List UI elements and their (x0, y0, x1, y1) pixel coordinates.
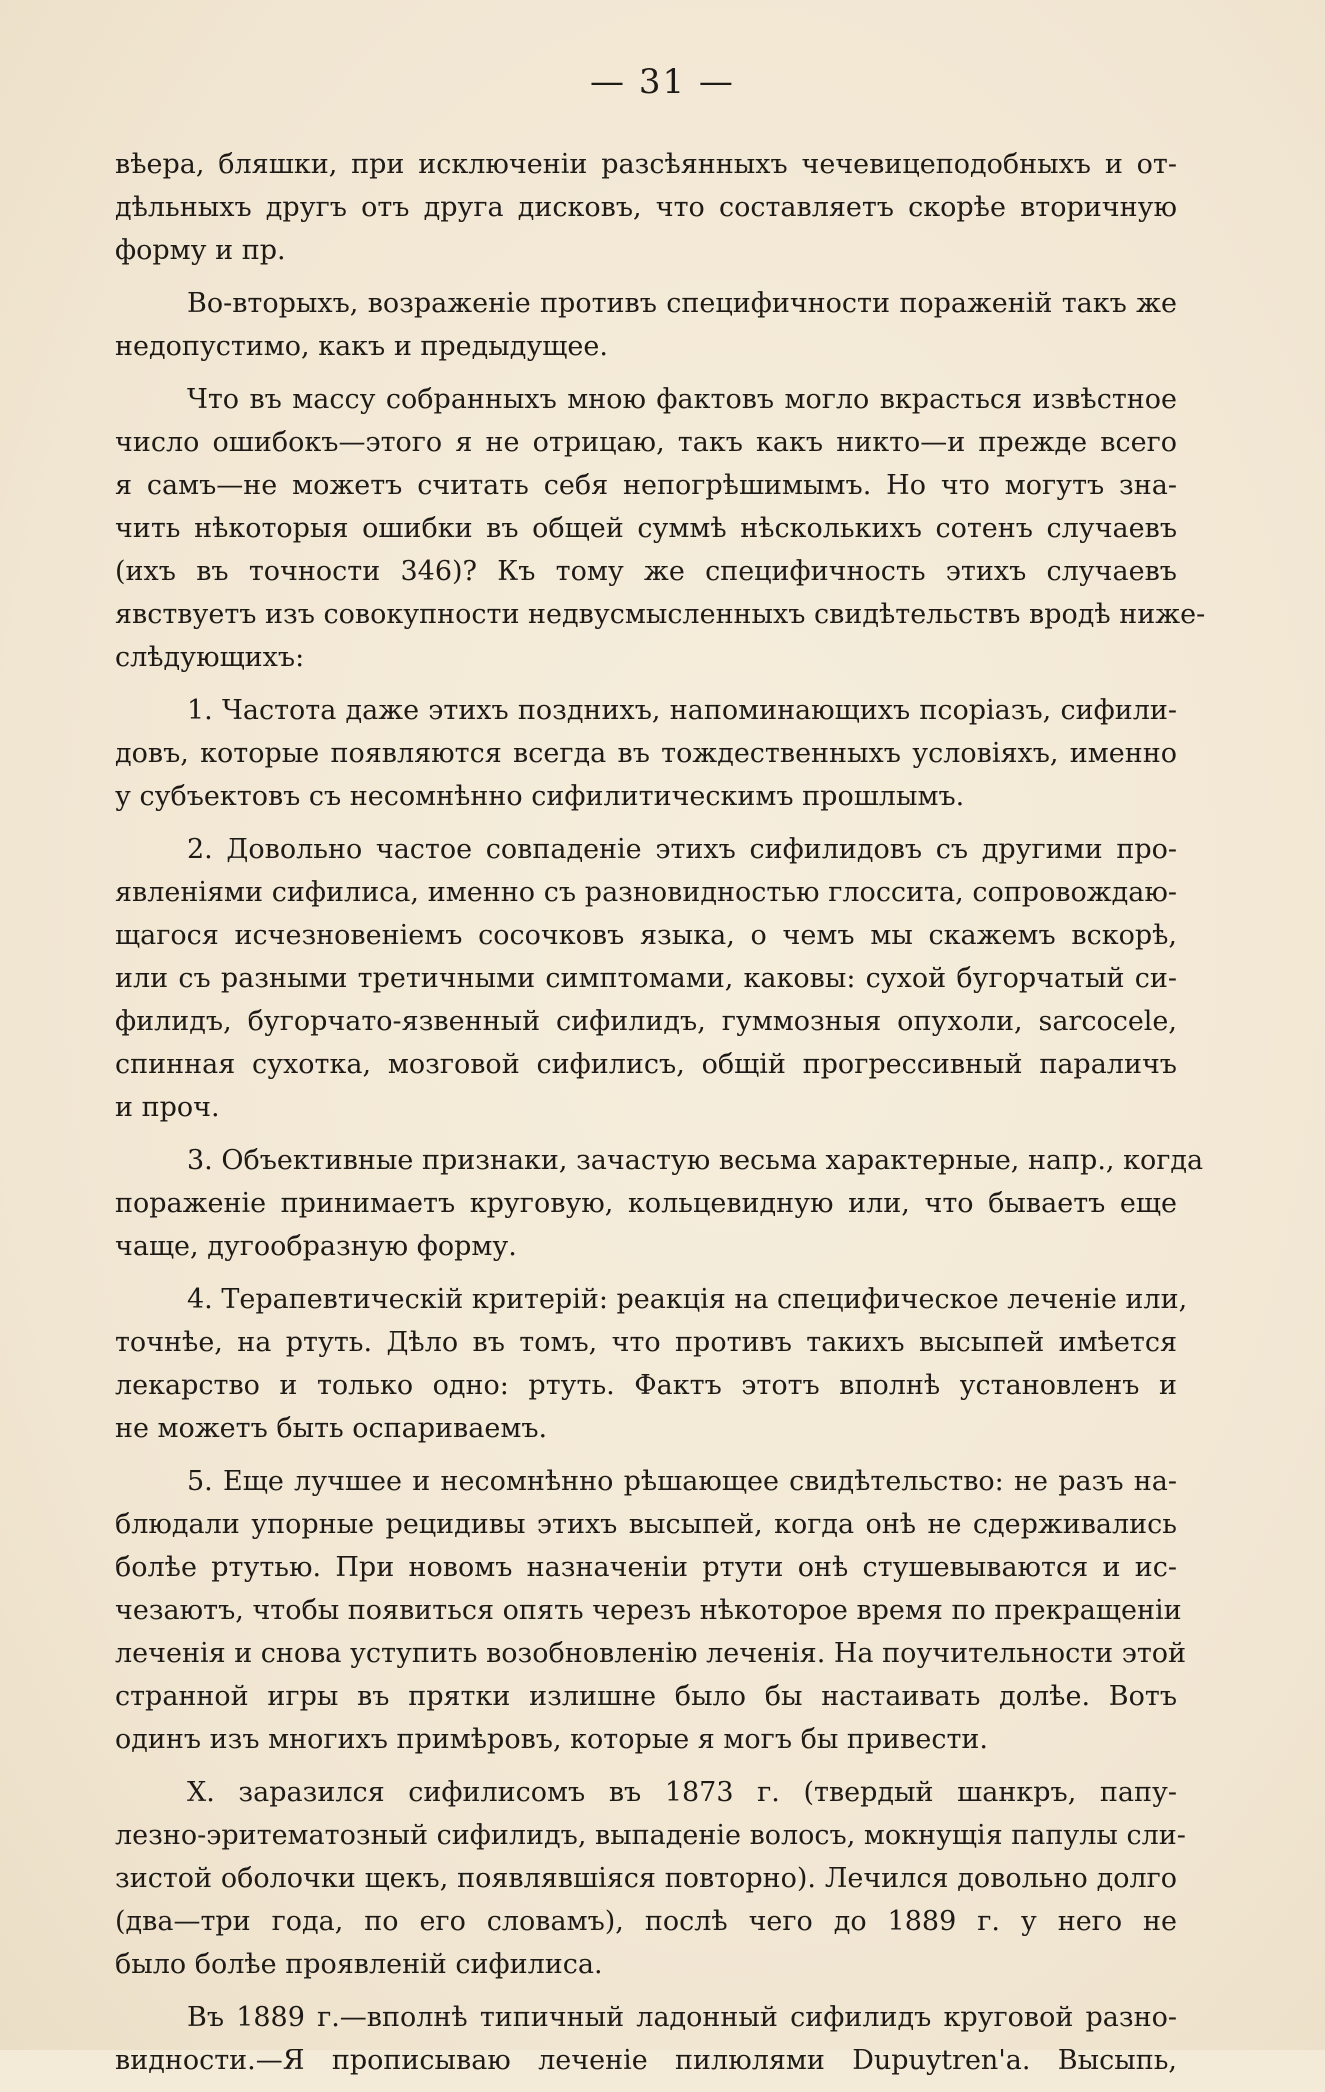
text-line: 5. Еще лучшее и несомнѣнно рѣшающее свидѣтельство: не разъ на- (187, 1466, 1177, 1497)
text-line: и проч. (115, 1092, 220, 1123)
paragraph (115, 1771, 1186, 1986)
text-line: пораженіе принимаетъ круговую, кольцевидную или, что бываетъ еще (115, 1188, 1177, 1219)
text-line: лекарство и только одно: ртуть. Фактъ этотъ вполнѣ установленъ и (115, 1370, 1177, 1401)
text-line: (два—три года, по его словамъ), послѣ чего до 1889 г. у него не (115, 1906, 1177, 1937)
paragraph (115, 1460, 1187, 1761)
text-line: 4. Терапевтическій критерій: реакція на специфическое леченіе или, (187, 1284, 1188, 1315)
text-line: (ихъ въ точности 346)? Къ тому же специфичность этихъ случаевъ (115, 556, 1177, 587)
paragraph (115, 378, 1206, 679)
text-line: вѣера, бляшки, при исключеніи разсѣянныхъ чечевицеподобныхъ и от- (115, 149, 1177, 180)
text-line: болѣе ртутью. При новомъ назначеніи ртути онѣ стушевываются и ис- (115, 1552, 1177, 1583)
paragraph (115, 282, 1177, 368)
text-line: 2. Довольно частое совпаденіе этихъ сифилидовъ съ другими про- (187, 834, 1177, 865)
text-line: одинъ изъ многихъ примѣровъ, которые я могъ бы привести. (115, 1724, 988, 1755)
text-line: не можетъ быть оспариваемъ. (115, 1413, 548, 1444)
text-line: видности.—Я прописываю леченіе пилюлями Dupuytren'a. Высыпь, (115, 2045, 1177, 2076)
text-line: дѣльныхъ другъ отъ друга дисковъ, что составляетъ скорѣе вторичную (115, 192, 1177, 223)
text-line: спинная сухотка, мозговой сифилисъ, общій прогрессивный параличъ (115, 1049, 1177, 1080)
paragraph (115, 143, 1177, 272)
paragraph (115, 1278, 1188, 1450)
text-line: точнѣе, на ртуть. Дѣло въ томъ, что противъ такихъ высыпей имѣется (115, 1327, 1177, 1358)
text-line: было болѣе проявленій сифилиса. (115, 1949, 603, 1980)
paragraph (115, 1996, 1177, 2082)
text-body (115, 143, 1206, 2092)
text-line: лезно-эритематозный сифилидъ, выпаденіе волосъ, мокнущія папулы сли- (115, 1820, 1186, 1851)
text-line: 1. Частота даже этихъ позднихъ, напоминающихъ псоріазъ, сифили- (187, 695, 1177, 726)
text-line: зистой оболочки щекъ, появлявшіяся повторно). Лечился довольно долго (115, 1863, 1177, 1894)
text-line: Что въ массу собранныхъ мною фактовъ могло вкрасться извѣстное (187, 384, 1177, 415)
text-line: X. заразился сифилисомъ въ 1873 г. (твердый шанкръ, папу- (187, 1777, 1177, 1808)
text-line: довъ, которые появляются всегда въ тождественныхъ условіяхъ, именно (115, 738, 1177, 769)
text-line: явствуетъ изъ совокупности недвусмысленныхъ свидѣтельствъ вродѣ ниже- (115, 599, 1206, 630)
text-line: 3. Объективные признаки, зачастую весьма характерные, напр., когда (187, 1145, 1204, 1176)
text-line: или съ разными третичными симптомами, каковы: сухой бугорчатый си- (115, 963, 1177, 994)
text-line: чаще, дугообразную форму. (115, 1231, 517, 1262)
text-line: странной игры въ прятки излишне было бы настаивать долѣе. Вотъ (115, 1681, 1177, 1712)
text-line: блюдали упорные рецидивы этихъ высыпей, когда онѣ не сдерживались (115, 1509, 1177, 1540)
page-number: — 31 — (590, 62, 735, 102)
text-line: явленіями сифилиса, именно съ разновидностью глоссита, сопровождаю- (115, 877, 1177, 908)
text-line: форму и пр. (115, 235, 286, 266)
paragraph (115, 689, 1177, 818)
text-line: слѣдующихъ: (115, 642, 305, 673)
text-line: у субъектовъ съ несомнѣнно сифилитическимъ прошлымъ. (115, 781, 965, 812)
text-line: число ошибокъ—этого я не отрицаю, такъ какъ никто—и прежде всего (115, 427, 1177, 458)
text-line: недопустимо, какъ и предыдущее. (115, 331, 608, 362)
text-line: Во-вторыхъ, возраженіе противъ специфичности пораженій такъ же (187, 288, 1177, 319)
text-line: филидъ, бугорчато-язвенный сифилидъ, гуммозныя опухоли, sarcocele, (115, 1006, 1177, 1037)
paragraph (115, 828, 1177, 1129)
text-line: щагося исчезновеніемъ сосочковъ языка, о чемъ мы скажемъ вскорѣ, (115, 920, 1177, 951)
text-line: чезаютъ, чтобы появиться опять черезъ нѣкоторое время по прекращеніи (115, 1595, 1182, 1626)
paragraph (115, 1139, 1204, 1268)
text-line: чить нѣкоторыя ошибки въ общей суммѣ нѣсколькихъ сотенъ случаевъ (115, 513, 1177, 544)
text-line: я самъ—не можетъ считать себя непогрѣшимымъ. Но что могутъ зна- (115, 470, 1177, 501)
text-line: леченія и снова уступить возобновленію леченія. На поучительности этой (115, 1638, 1187, 1669)
text-line: Въ 1889 г.—вполнѣ типичный ладонный сифилидъ круговой разно- (187, 2002, 1177, 2033)
